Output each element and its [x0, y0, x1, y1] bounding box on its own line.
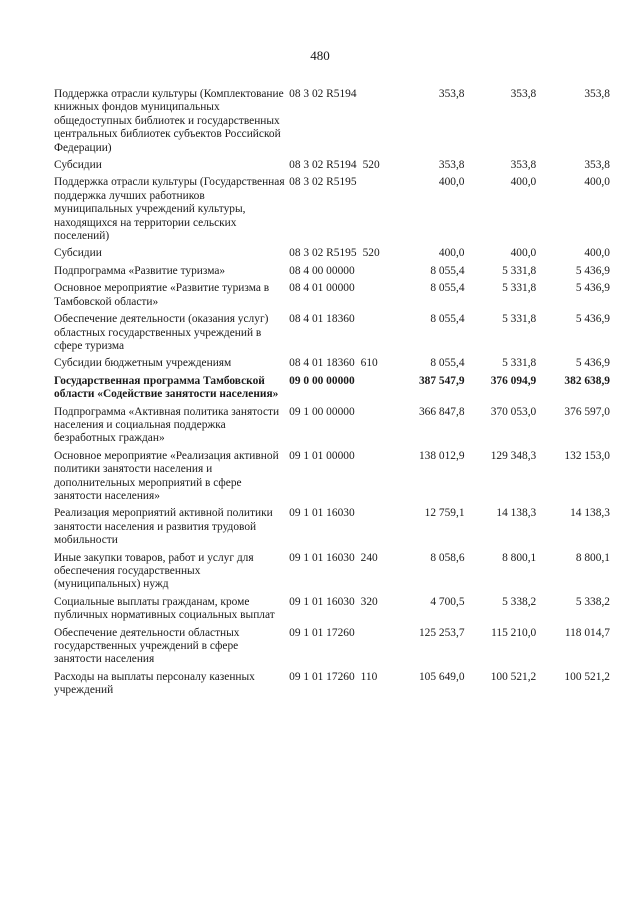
amount-v3: 400,0: [584, 247, 610, 260]
amount-v1: 4 700,5: [430, 595, 465, 608]
target-article-code: 08 3 02 R5195: [289, 176, 357, 189]
amount-v1: 400,0: [438, 247, 465, 260]
table-row: [54, 159, 610, 172]
target-article-code: 08 4 00 00000: [289, 264, 355, 277]
amount-v2: 5 338,2: [502, 595, 537, 608]
table-row: [54, 176, 610, 243]
row-name: Социальные выплаты гражданам, кроме публичных нормативных социальных выплат: [54, 595, 275, 622]
amount-v3: 5 436,9: [575, 357, 610, 370]
amount-v1: 8 055,4: [430, 313, 465, 326]
amount-v2: 353,8: [510, 159, 537, 172]
row-name: Подпрограмма «Активная политика занятости населения и социальная поддержка безработных граждан»: [54, 405, 280, 445]
row-code: [285, 265, 405, 278]
table-row: [54, 375, 610, 402]
amount-v1: 353,8: [438, 159, 465, 172]
target-article-code: 09 1 01 16030: [289, 551, 355, 564]
target-article-code: 08 3 02 R5194: [289, 88, 357, 100]
amount-v1: 8 055,4: [430, 282, 465, 295]
expense-type-code: 320: [360, 595, 378, 608]
amount-v2: 115 210,0: [491, 626, 537, 639]
row-code: [285, 596, 405, 609]
row-code: [285, 159, 405, 172]
row-name: Поддержка отрасли культуры (Государственная поддержка лучших работников муниципальных учреждений культуры, находящихся на территории сельских поселений): [54, 176, 285, 243]
expense-type-code: 520: [362, 247, 380, 260]
row-code: [285, 671, 405, 684]
row-code: [285, 88, 405, 101]
target-article-code: 08 4 01 18360: [289, 357, 355, 370]
amount-v2: 129 348,3: [490, 449, 537, 462]
amount-v3: 100 521,2: [564, 670, 610, 683]
table-row: [54, 265, 610, 278]
expense-type-code: 520: [362, 159, 380, 172]
row-name: Подпрограмма «Развитие туризма»: [54, 264, 226, 277]
amount-v3: 5 436,9: [575, 264, 610, 277]
target-article-code: 09 0 00 00000: [289, 374, 355, 387]
row-code: [285, 375, 405, 388]
row-code: [285, 406, 405, 419]
target-article-code: 08 4 01 00000: [289, 282, 355, 295]
amount-v1: 8 055,4: [430, 264, 465, 277]
amount-v1: 366 847,8: [418, 405, 465, 418]
row-name: Поддержка отрасли культуры (Комплектование книжных фондов муниципальных общедоступных библиотек и государственных центральных библиотек субъектов Российской Федерации): [54, 88, 284, 154]
amount-v3: 132 153,0: [564, 449, 610, 462]
amount-v2: 5 331,8: [502, 313, 537, 326]
row-code: [285, 552, 405, 565]
row-name: Субсидии: [54, 159, 102, 172]
row-code: [285, 450, 405, 463]
page-number: 480: [310, 48, 330, 63]
amount-v2: 353,8: [510, 88, 537, 100]
expense-type-code: 610: [360, 357, 378, 370]
table-row: [54, 247, 610, 260]
row-name: Обеспечение деятельности (оказания услуг) областных государственных учреждений в сфере туризма: [54, 313, 269, 352]
target-article-code: 08 4 01 18360: [289, 313, 355, 326]
amount-v3: 118 014,7: [564, 626, 610, 639]
amount-v2: 100 521,2: [490, 670, 537, 683]
target-article-code: 09 1 01 17260: [289, 626, 355, 639]
row-name: Основное мероприятие «Реализация активной политики занятости населения и дополнительных мероприятий в сфере занятости населения»: [54, 449, 279, 502]
row-name: Субсидии бюджетным учреждениям: [54, 357, 232, 370]
amount-v1: 387 547,9: [418, 374, 465, 387]
amount-v3: 8 800,1: [575, 551, 610, 564]
row-name: Субсидии: [54, 247, 102, 260]
amount-v1: 12 759,1: [424, 507, 465, 520]
amount-v1: 400,0: [438, 176, 465, 189]
row-code: [285, 247, 405, 260]
amount-v3: 5 436,9: [575, 313, 610, 326]
expense-type-code: 110: [360, 670, 378, 683]
amount-v2: 400,0: [510, 176, 537, 189]
amount-v2: 5 331,8: [502, 282, 537, 295]
amount-v2: 14 138,3: [496, 507, 537, 520]
amount-v3: 376 597,0: [564, 405, 610, 418]
budget-table: [54, 88, 610, 702]
table-row: [54, 282, 610, 309]
row-code: [285, 507, 405, 520]
amount-v1: 353,8: [438, 88, 465, 100]
amount-v1: 8 058,6: [430, 551, 465, 564]
table-row: [54, 552, 610, 592]
row-name: Расходы на выплаты персоналу казенных учреждений: [54, 670, 255, 697]
row-code: [285, 357, 405, 370]
target-article-code: 09 1 01 00000: [289, 449, 355, 462]
target-article-code: 08 3 02 R5194: [289, 159, 357, 172]
table-row: [54, 406, 610, 446]
target-article-code: 08 3 02 R5195: [289, 247, 357, 260]
table-row: [54, 507, 610, 547]
amount-v2: 5 331,8: [502, 357, 537, 370]
target-article-code: 09 1 01 16030: [289, 595, 355, 608]
amount-v2: 400,0: [510, 247, 537, 260]
row-name: Обеспечение деятельности областных государственных учреждений в сфере занятости населения: [54, 626, 240, 666]
row-code: [285, 282, 405, 295]
amount-v2: 5 331,8: [502, 264, 537, 277]
table-row: [54, 450, 610, 504]
amount-v3: 14 138,3: [570, 507, 610, 520]
amount-v1: 105 649,0: [418, 670, 465, 683]
amount-v1: 8 055,4: [430, 357, 465, 370]
row-code: [285, 627, 405, 640]
table-row: [54, 357, 610, 370]
row-code: [285, 176, 405, 189]
target-article-code: 09 1 01 16030: [289, 507, 355, 520]
target-article-code: 09 1 01 17260: [289, 670, 355, 683]
expense-type-code: 240: [360, 551, 378, 564]
amount-v3: 400,0: [584, 176, 610, 189]
amount-v3: 5 436,9: [575, 282, 610, 295]
table-row: [54, 596, 610, 623]
target-article-code: 09 1 00 00000: [289, 405, 355, 418]
table-row: [54, 627, 610, 667]
amount-v3: 5 338,2: [575, 595, 610, 608]
table-row: [54, 671, 610, 698]
row-name: Реализация мероприятий активной политики занятости населения и развития трудовой мобильности: [54, 507, 273, 547]
table-row: [54, 313, 610, 353]
amount-v3: 353,8: [584, 159, 610, 172]
table-row: [54, 88, 610, 155]
amount-v1: 138 012,9: [418, 449, 465, 462]
row-name: Иные закупки товаров, работ и услуг для обеспечения государственных (муниципальных) нужд: [54, 551, 254, 591]
row-name: Основное мероприятие «Развитие туризма в Тамбовской области»: [54, 282, 270, 308]
amount-v3: 382 638,9: [564, 374, 610, 387]
amount-v2: 8 800,1: [502, 551, 537, 564]
row-name: Государственная программа Тамбовской области «Содействие занятости населения»: [54, 374, 279, 401]
amount-v2: 370 053,0: [490, 405, 537, 418]
amount-v1: 125 253,7: [418, 626, 465, 639]
amount-v2: 376 094,9: [490, 374, 537, 387]
row-code: [285, 313, 405, 326]
amount-v3: 353,8: [584, 88, 610, 100]
